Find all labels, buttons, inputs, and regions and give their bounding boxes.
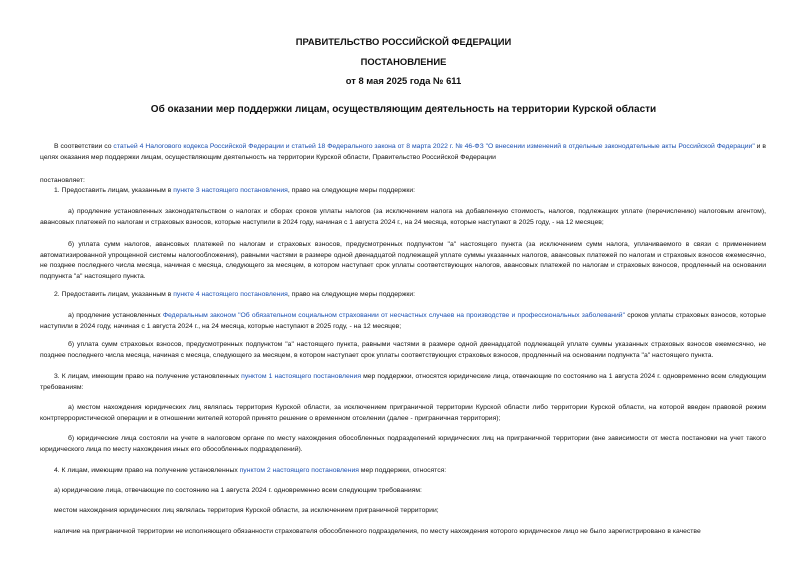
federal-law-link[interactable]: Федеральным законом "Об обязательном социальном страховании от несчастных случаев на производстве и профессиональных заболеваний" xyxy=(162,312,626,319)
decree-word: постановляет: xyxy=(40,177,85,184)
paragraph-2a: а) продление установленных Федеральным законом "Об обязательном социальном страховании от несчастных случаев на производстве и профессиональных заболеваний" сроков уплаты страховых взносов, которые наступили в 2024 году, начиная с 1 августа 2024 г., на 24 месяца, которые наступают в 2025 году, - на 12 месяцев; xyxy=(40,312,767,330)
paragraph-2b: б) уплата сумм страховых взносов, предусмотренных подпунктом "а" настоящего пункта, равными частями в размере одной двенадцатой подлежащей уплате суммы указанных страховых взносов ежемесячно, не позднее последнего числа месяца, начиная с месяца, следующего за месяцем, в котором наступает срок уплаты соответствующих страховых взносов, продленный на основании подпункта "а" настоящего пункта. xyxy=(40,341,766,359)
intro-paragraph: В соответствии со статьей 4 Налогового кодекса Российской Федерации и статьей 18 Федерального закона от 8 марта 2022 г. № 46-ФЗ "О внесении изменений в отдельные законодательные акты Российской Федерации" и в целях оказания мер поддержки лицам, осуществляющим деятельность на территории Курской области, Правительство Российской Федерации xyxy=(40,143,766,161)
point-2-link[interactable]: пунктом 2 настоящего постановления xyxy=(239,467,359,474)
point-3-link[interactable]: пункте 3 настоящего постановления xyxy=(173,187,288,194)
doc-type-heading: ПОСТАНОВЛЕНИЕ xyxy=(360,56,447,67)
point-4-link[interactable]: пункте 4 настоящего постановления xyxy=(173,291,288,298)
org-heading: ПРАВИТЕЛЬСТВО РОССИЙСКОЙ ФЕДЕРАЦИИ xyxy=(295,36,512,47)
paragraph-4a: а) юридические лица, отвечающие по состоянию на 1 августа 2024 г. одновременно всем следующим требованиям: xyxy=(54,487,422,494)
paragraph-1: 1. Предоставить лицам, указанным в пункте 3 настоящего постановления, право на следующие меры поддержки: xyxy=(54,187,416,194)
paragraph-4: 4. К лицам, имеющим право на получение установленных пунктом 2 настоящего постановления мер поддержки, относятся: xyxy=(54,467,447,474)
date-number-heading: от 8 мая 2025 года № 611 xyxy=(345,75,462,86)
point-1-link[interactable]: пунктом 1 настоящего постановления xyxy=(241,373,362,380)
paragraph-4a-item-2: наличие на приграничной территории не исполняющего обязанности страхователя обособленного подразделения, по месту нахождения которого юридическое лицо не было зарегистрировано в качестве xyxy=(54,528,701,535)
paragraph-3: 3. К лицам, имеющим право на получение установленных пунктом 1 настоящего постановления мер поддержки, относятся юридические лица, отвечающие по состоянию на 1 августа 2024 г. одновременно всем следующим требованиям: xyxy=(40,373,767,391)
paragraph-2: 2. Предоставить лицам, указанным в пункте 4 настоящего постановления, право на следующие меры поддержки: xyxy=(54,291,416,298)
paragraph-3a: а) местом нахождения юридических лиц являлась территория Курской области, за исключением приграничной территории Курской области либо территории Курской области, на которой введен правовой режим контртеррористической операции и в отношении жителей которой принято решение о временном отселении (далее - приграничная территория); xyxy=(40,404,766,422)
paragraph-1a: а) продление установленных законодательством о налогах и сборах сроков уплаты налогов (за исключением налога на добавленную стоимость, налогов, подлежащих уплате (перечислению) налоговым агентом), авансовых платежей по налогам и страховых взносов, которые наступили в 2024 году, начиная с 1 августа 2024 г., на 24 месяца, которые наступают в 2025 году, - на 12 месяцев; xyxy=(40,208,766,226)
paragraph-3b: б) юридические лица состояли на учете в налоговом органе по месту нахождения обособленных подразделений юридических лиц на приграничной территории (вне зависимости от места постановки на учет такого юридического лица по месту нахождения иных его обособленных подразделений). xyxy=(40,435,766,453)
paragraph-4a-item-1: местом нахождения юридических лиц являлась территория Курской области, за исключением приграничной территории; xyxy=(54,507,439,514)
paragraph-1b: б) уплата сумм налогов, авансовых платежей по налогам и страховых взносов, предусмотренных подпунктом "а" настоящего пункта (за исключением сумм налога, уплачиваемого в связи с применением автоматизированной упрощенной системы налогообложения), равными частями в размере одной двенадцатой подлежащей уплате суммы указанных налогов, авансовых платежей по налогам и страховых взносов ежемесячно, не позднее последнего числа месяца, начиная с месяца, следующего за месяцем, в котором наступает срок уплаты соответствующих налогов, авансовых платежей по налогам и страховых взносов, продленный на основании подпункта "а" настоящего пункта. xyxy=(40,241,766,280)
document-title: Об оказании мер поддержки лицам, осуществляющим деятельность на территории Курской области xyxy=(150,104,657,115)
tax-code-link[interactable]: статьей 4 Налогового кодекса Российской Федерации и статьей 18 Федерального закона от 8 марта 2022 г. № 46-ФЗ "О внесении изменений в отдельные законодательные акты Российской Федерации" xyxy=(113,143,755,150)
